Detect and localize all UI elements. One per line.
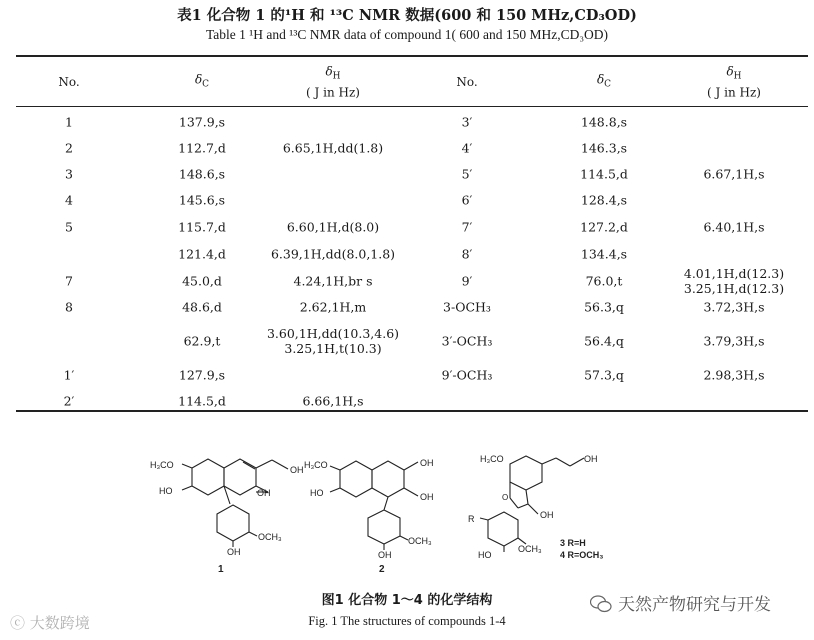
structure-1 [140,452,310,578]
svg-text:1: 1 [218,564,224,575]
structure-3-4 [460,448,630,582]
table-caption-zh: 表1 化合物 1 的¹H 和 ¹³C NMR 数据(600 和 150 MHz,CD₃OD) [177,7,637,24]
svg-text:HO: HO [310,488,324,498]
table-cell-no: 7 [65,273,73,289]
table-cell-no: 4′ [461,140,473,156]
table-cell-dc: 57.3,q [584,367,624,383]
watermark-left: ⓒ 大数跨境 [10,614,90,632]
svg-text:H₃CO: H₃CO [150,460,174,470]
table-cell-no: 1 [65,114,73,130]
svg-text:R: R [468,514,475,524]
table-cell-no: 9′-OCH₃ [441,367,493,383]
table-cell-dc: 48.6,d [182,299,222,315]
table-cell-no: 4 [65,192,73,208]
table-cell-no: 3′-OCH₃ [441,333,493,349]
svg-text:OCH₃: OCH₃ [258,532,282,542]
table-cell-no: 7′ [461,219,473,235]
table-cell-dc: 127.2,d [580,219,628,235]
table-cell-dc: 56.4,q [584,333,624,349]
table-cell-dh: 2.62,1H,m [299,299,367,315]
svg-text:H₃CO: H₃CO [304,460,328,470]
table-cell-dc: 112.7,d [178,140,226,156]
watermark-right-text: 天然产物研究与开发 [618,595,771,615]
table-cell-dc: 145.6,s [178,192,226,208]
svg-text:O: O [502,493,509,502]
svg-text:OCH₃: OCH₃ [518,544,542,554]
table-cell-dh: 4.01,1H,d(12.3) 3.25,1H,d(12.3) [683,266,785,296]
table-cell-dh: 3.72,3H,s [703,299,765,315]
table-cell-dh: 6.40,1H,s [703,219,765,235]
table-cell-no: 8′ [461,246,473,262]
table-top-rule [16,55,808,57]
svg-text:OH: OH [420,458,434,468]
table-cell-dh: 6.65,1H,dd(1.8) [282,140,384,156]
table-cell-no: 5 [65,219,73,235]
table-cell-dc: 45.0,d [182,273,222,289]
table-cell-dc: 114.5,d [178,393,226,409]
figure-caption-en: Fig. 1 The structures of compounds 1-4 [308,614,506,628]
table-cell-no: 2 [65,140,73,156]
structure-3-4-drawing [460,448,630,578]
svg-text:HO: HO [159,486,173,496]
svg-text:OH: OH [420,492,434,502]
table-cell-dc: 121.4,d [178,246,226,262]
table-cell-dc: 76.0,t [585,273,623,289]
table-cell-no: 9′ [461,273,473,289]
svg-text:HO: HO [478,550,492,560]
header-dc-right: $\delta_C$ [596,72,612,90]
table-cell-dc: 128.4,s [580,192,628,208]
wechat-icon [590,595,612,613]
table-cell-dh: 3.79,3H,s [703,333,765,349]
table-cell-dc: 146.3,s [580,140,628,156]
header-no-right: No. [456,75,478,89]
table-cell-dc: 137.9,s [178,114,226,130]
table-cell-no: 2′ [63,393,75,409]
table-cell-dh: 6.39,1H,dd(8.0,1.8) [270,246,396,262]
structure-1-drawing [140,452,310,574]
svg-text:OH: OH [584,454,598,464]
table-cell-dc: 114.5,d [580,166,628,182]
table-cell-no: 5′ [461,166,473,182]
table-bottom-rule [16,410,808,412]
table-cell-dc: 148.8,s [580,114,628,130]
structure-2 [300,452,440,578]
table-cell-dc: 148.6,s [178,166,226,182]
table-cell-dh: 2.98,3H,s [703,367,765,383]
svg-text:H₃CO: H₃CO [480,454,504,464]
table-cell-dc: 134.4,s [580,246,628,262]
table-cell-no: 3′ [461,114,473,130]
svg-text:3 R=H: 3 R=H [560,538,586,548]
table-cell-no: 6′ [461,192,473,208]
table-caption-en: Table 1 ¹H and ¹³C NMR data of compound 1( 600 and 150 MHz,CD₃OD) [205,27,609,42]
table-cell-dc: 115.7,d [178,219,226,235]
table-cell-no: 1′ [63,367,75,383]
table-cell-dh: 6.66,1H,s [302,393,364,409]
svg-text:2: 2 [379,564,385,575]
table-cell-dc: 62.9,t [183,333,221,349]
table-cell-dh: 4.24,1H,br s [293,273,373,289]
svg-text:OH: OH [290,465,304,475]
table-header-rule [16,106,808,107]
header-dc-left: $\delta_C$ [194,72,210,90]
header-dh-left: $\delta_H$ ( J in Hz) [306,64,360,100]
svg-text:4 R=OCH₃: 4 R=OCH₃ [560,550,604,560]
table-cell-dh: 3.60,1H,dd(10.3,4.6) 3.25,1H,t(10.3) [266,326,400,356]
figure-caption-zh: 图1 化合物 1～4 的化学结构 [321,593,493,608]
header-dh-right: $\delta_H$ ( J in Hz) [707,64,761,100]
structure-2-drawing [300,452,440,574]
watermark-right [590,590,771,615]
svg-text:OCH₃: OCH₃ [408,536,432,546]
svg-text:OH: OH [378,550,392,560]
svg-text:OH: OH [257,488,271,498]
table-cell-dh: 6.60,1H,d(8.0) [286,219,380,235]
table-cell-dc: 127.9,s [178,367,226,383]
header-no-left: No. [58,75,80,89]
table-cell-dc: 56.3,q [584,299,624,315]
table-cell-no: 8 [65,299,73,315]
svg-text:OH: OH [227,547,241,557]
table-cell-no: 3 [65,166,73,182]
table-cell-no: 3-OCH₃ [443,299,491,315]
svg-text:OH: OH [540,510,554,520]
table-cell-dh: 6.67,1H,s [703,166,765,182]
